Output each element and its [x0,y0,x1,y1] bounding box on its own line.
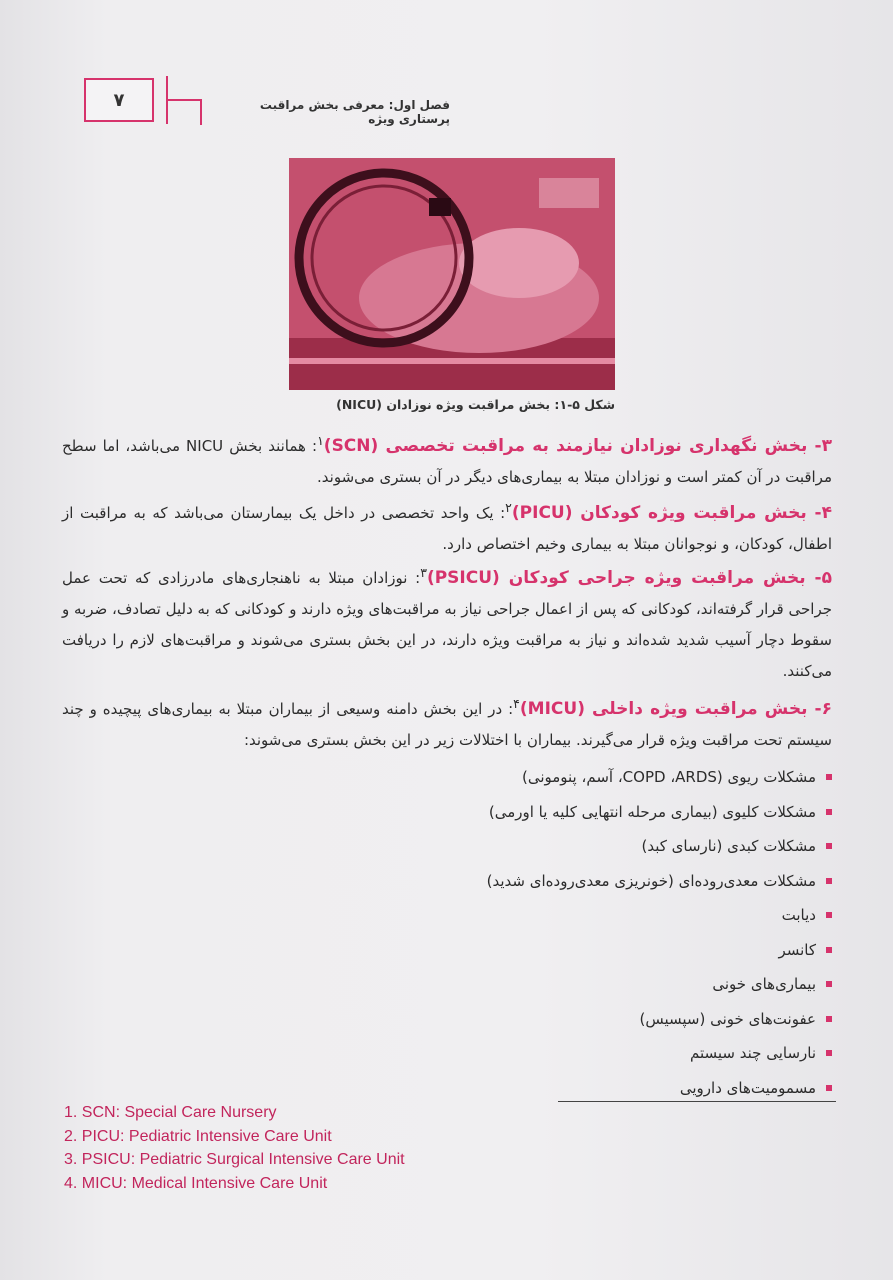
bullet-icon [826,912,832,918]
bullet-icon [826,774,832,780]
section-text: : همانند بخش NICU می‌باشد، اما سطح مراقبت در آن کمتر است و نوزادان مبتلا به بیماری‌های دیگر در آن بستری می‌شوند. [62,437,832,486]
footnote: 3. PSICU: Pediatric Surgical Intensive Care Unit [64,1151,405,1168]
list-item [420,795,832,830]
list-item [420,760,832,795]
footnote-ref: ۱ [317,433,324,448]
footnote: 2. PICU: Pediatric Intensive Care Unit [64,1127,332,1145]
nicu-photo [289,158,615,390]
list-item-text: بیماری‌های خونی [712,975,816,994]
section-micu [62,688,832,756]
bullet-icon [826,981,832,987]
list-item-text: دیابت [781,906,816,925]
bullet-icon [826,1016,832,1022]
list-item [420,898,832,933]
list-item-text: نارسایی چند سیستم [690,1044,816,1063]
section-text: : یک واحد تخصصی در داخل یک بیمارستان می‌باشد که به مراقبت از اطفال، کودکان، و نوجوانان مبتلا به بیماری وخیم اختصاص دارد. [62,504,832,553]
section-text: : در این بخش دامنه وسیعی از بیماران مبتلا به بیماری‌های پیچیده و چند سیستم تحت مراقبت ویژه قرار می‌گیرند. بیماران با اختلالات زیر در این بخش بستری می‌شوند: [62,700,832,749]
bullet-icon [826,947,832,953]
list-item [420,1071,832,1106]
footnote: 4. MICU: Medical Intensive Care Unit [64,1174,328,1192]
list-item-text: کانسر [778,940,816,959]
chapter-title: فصل اول: معرفی بخش مراقبت پرستاری ویژه [259,98,450,126]
footnotes [64,1101,484,1195]
header-rule [166,99,202,101]
list-item [420,967,832,1002]
list-item [420,933,832,968]
footnote-ref: ۲ [505,500,512,515]
figure-caption: شکل ۵-۱: بخش مراقبت ویژه نوزادان (NICU) [336,397,615,412]
section-heading: ۶- بخش مراقبت ویژه داخلی (MICU) [519,699,832,719]
list-item-text: عفونت‌های خونی (سپسیس) [639,1009,816,1028]
list-item-text: مشکلات معدی‌روده‌ای (خونریزی معدی‌روده‌ای شدید) [486,871,816,890]
section-heading: ۴- بخش مراقبت ویژه کودکان (PICU) [511,503,832,523]
list-item-text: مشکلات ریوی (COPD ،ARDS، آسم، پنومونی) [521,768,816,787]
conditions-list [420,760,832,1105]
header-rule [200,99,202,125]
footnote-ref: ۴ [513,696,520,711]
section-scn [62,425,832,493]
list-item [420,864,832,899]
list-item-text: مسمومیت‌های دارویی [679,1078,816,1097]
footnote-rule [558,1101,836,1102]
section-text: : نوزادان مبتلا به ناهنجاری‌های مادرزادی که تحت عمل جراحی قرار گرفته‌اند، کودکانی که پس از اعمال جراحی نیاز به مراقبت‌های ویژه دارند و کودکانی که به دلیل تصادف، ضربه و سقوط دچار آسیب شدید شده‌اند و نیاز به مراقبت ویژه دارند، در این بخش بستری می‌شوند و مراقبت‌های لازم را دریافت می‌کنند. [62,569,832,680]
list-item [420,1002,832,1037]
section-picu [62,492,832,560]
footnote: 1. SCN: Special Care Nursery [64,1104,277,1121]
footnote-ref: ۳ [420,565,427,580]
list-item-text: مشکلات کبدی (نارسای کبد) [641,837,816,856]
list-item-text: مشکلات کلیوی (بیماری مرحله انتهایی کلیه یا اورمی) [488,802,816,821]
bullet-icon [826,1085,832,1091]
list-item [420,1036,832,1071]
bullet-icon [826,1050,832,1056]
bullet-icon [826,809,832,815]
section-heading: ۳- بخش نگهداری نوزادان نیازمند به مراقبت تخصصی (SCN) [323,436,832,456]
page-number: ۷ [84,78,154,122]
list-item [420,829,832,864]
section-psicu [62,557,832,687]
section-heading: ۵- بخش مراقبت ویژه جراحی کودکان (PSICU) [426,568,832,588]
bullet-icon [826,843,832,849]
bullet-icon [826,878,832,884]
